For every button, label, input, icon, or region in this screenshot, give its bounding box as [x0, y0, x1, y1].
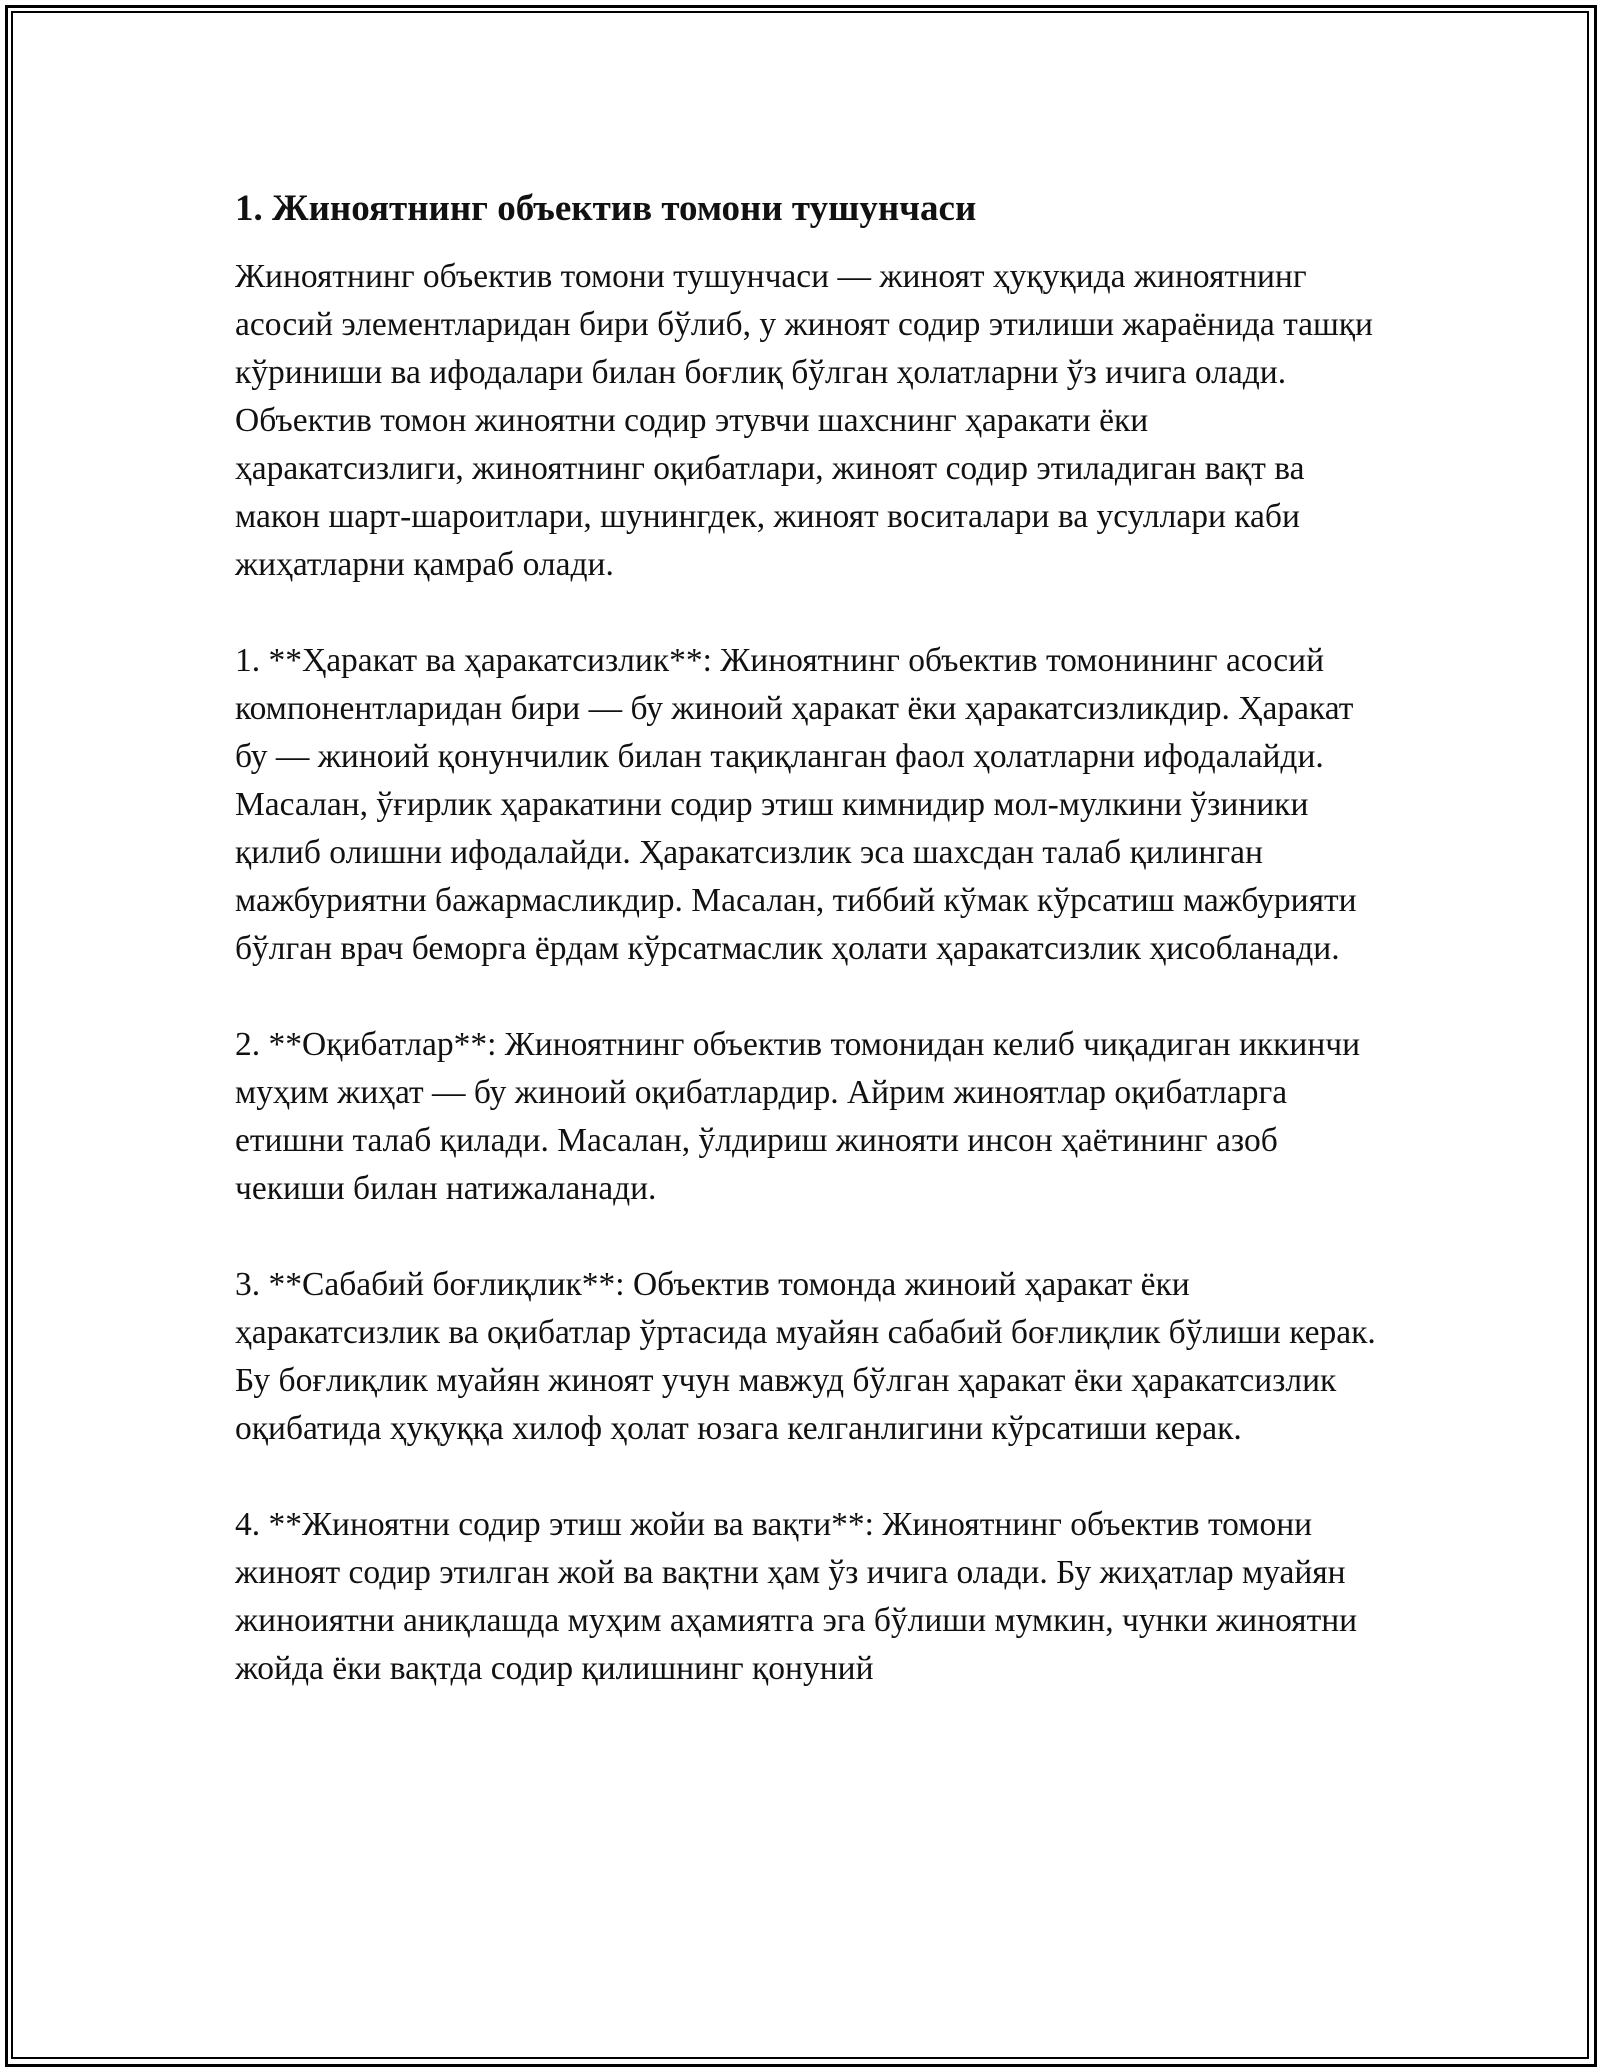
paragraph-causal-link: 3. **Сабабий боғлиқлик**: Объектив томонда жиноий ҳаракат ёки ҳаракатсизлик ва оқибатлар ўртасида муайян сабабий боғлиқлик бўлиши керак. Бу боғлиқлик муайян жиноят учун мавжуд бўлган ҳаракат ёки ҳаракатсизлик оқибатида ҳуқуққа хилоф ҳолат юзага келганлигини кўрсатиши керак.: [235, 1266, 1376, 1447]
paragraph-consequences: 2. **Оқибатлар**: Жиноятнинг объектив томонидан келиб чиқадиган иккинчи муҳим жиҳат — бу жиноий оқибатлардир. Айрим жиноятлар оқибатларга етишни талаб қилади. Масалан, ўлдириш жинояти инсон ҳаётининг азоб чекиши билан натижаланади.: [235, 1026, 1361, 1207]
paragraph-action-inaction: 1. **Ҳаракат ва ҳаракатсизлик**: Жиноятнинг объектив томонининг асосий компонентларидан бири — бу жиноий ҳаракат ёки ҳаракатсизликдир. Ҳаракат бу — жиноий қонунчилик билан тақиқланган фаол ҳолатларни ифодалайди. Масалан, ўғирлик ҳаракатини содир этиш кимнидир мол-мулкини ўзиники қилиб олишни ифодалайди. Ҳаракатсизлик эса шахсдан талаб қилинган мажбуриятни бажармасликдир. Масалан, тиббий кўмак кўрсатиш мажбурияти бўлган врач беморга ёрдам кўрсатмаслик ҳолати ҳаракатсизлик ҳисобланади.: [235, 642, 1357, 967]
section-heading: 1. Жиноятнинг объектив томони тушунчаси: [235, 188, 977, 229]
paragraph-intro: Жиноятнинг объектив томони тушунчаси — жиноят ҳуқуқида жиноятнинг асосий элементларидан бири бўлиб, у жиноят содир этилиши жараёнида ташқи кўриниши ва ифодалари билан боғлиқ бўлган ҳолатларни ўз ичига олади. Объектив томон жиноятни содир этувчи шахснинг ҳаракати ёки ҳаракатсизлиги, жиноятнинг оқибатлари, жиноят содир этиладиган вақт ва макон шарт-шароитлари, шунингдек, жиноят воситалари ва усуллари каби жиҳатларни қамраб олади.: [235, 258, 1373, 583]
paragraph-place-time: 4. **Жиноятни содир этиш жойи ва вақти**: Жиноятнинг объектив томони жиноят содир этилган жой ва вақтни ҳам ўз ичига олади. Бу жиҳатлар муайян жиноиятни аниқлашда муҳим аҳамиятга эга бўлиши мумкин, чунки жиноятни жойда ёки вақтда содир қилишнинг қонуний: [235, 1506, 1358, 1687]
document-body: [235, 185, 1385, 1741]
